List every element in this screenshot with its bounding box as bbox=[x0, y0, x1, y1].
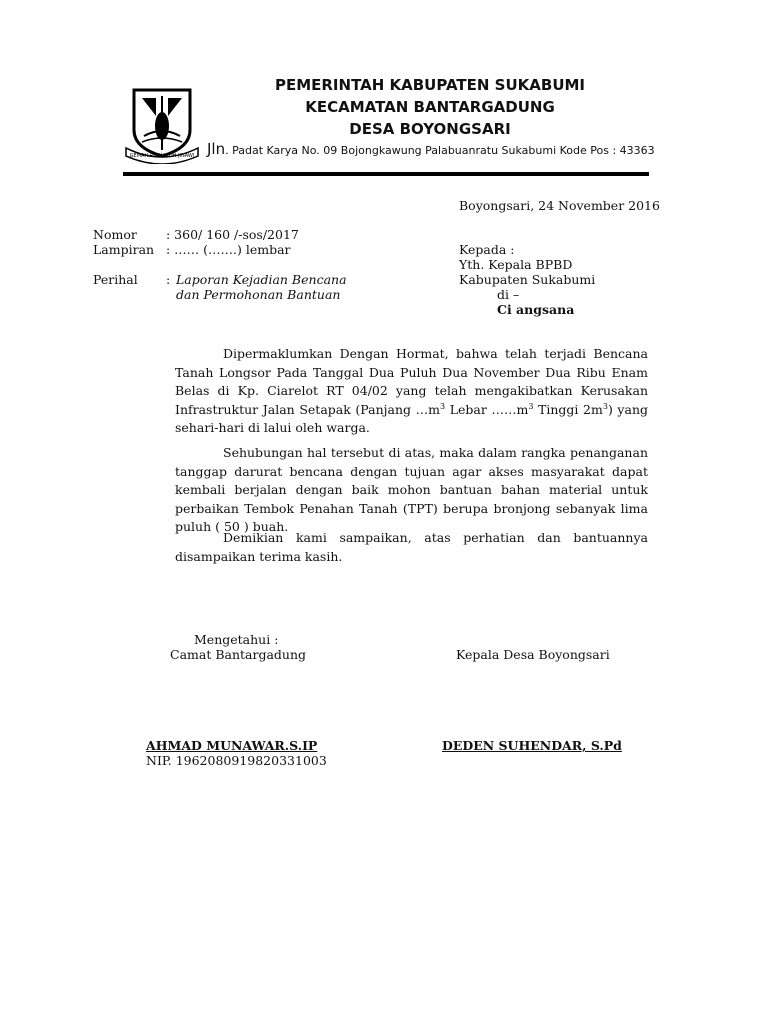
nomor-label: Nomor bbox=[93, 227, 137, 242]
letterhead-address bbox=[207, 140, 655, 158]
letterhead-line-2: KECAMATAN BANTARGADUNG bbox=[305, 98, 555, 116]
p2-text: Sehubungan hal tersebut di atas, maka dalam rangka penanganan tanggap darurat bencana dengan tujuan agar akses masyarakat dapat kembali berjalan dengan baik mohon bantuan bahan material untuk perbaikan Tembok Penahan Tanah (TPT) berupa bronjong sebanyak lima puluh ( 50 ) buah. bbox=[175, 445, 648, 534]
regency-logo bbox=[122, 86, 202, 164]
sig-left-nip: NIP. 1962080919820331003 bbox=[146, 753, 327, 768]
recipient-kabupaten: Kabupaten Sukabumi bbox=[459, 272, 596, 287]
sup-3: 3 bbox=[602, 401, 608, 411]
sup-1: 3 bbox=[440, 401, 446, 411]
date-line: Boyongsari, 24 November 2016 bbox=[459, 198, 660, 213]
p3-text: Demikian kami sampaikan, atas perhatian dan bantuannya disampaikan terima kasih. bbox=[175, 530, 648, 564]
sig-left-line-1: Mengetahui : bbox=[194, 632, 279, 647]
p1-part-b: Lebar ……m bbox=[445, 401, 529, 417]
lampiran-value: : …… (…….) lembar bbox=[166, 242, 291, 257]
address-text: . Padat Karya No. 09 Bojongkawung Palabuanratu Sukabumi Kode Pos : 43363 bbox=[225, 144, 655, 157]
sig-right-name: DEDEN SUHENDAR, S.Pd bbox=[442, 738, 622, 753]
sig-left-name: AHMAD MUNAWAR.S.IP bbox=[146, 738, 318, 753]
perihal-label: Perihal bbox=[93, 272, 138, 287]
sup-2: 3 bbox=[528, 401, 534, 411]
sig-right-title: Kepala Desa Boyongsari bbox=[456, 647, 610, 662]
letterhead-divider bbox=[123, 172, 649, 176]
perihal-line-1: Laporan Kejadian Bencana bbox=[176, 272, 347, 287]
paragraph-2 bbox=[175, 444, 648, 537]
p1-part-d: ) yang sehari-hari di lalui oleh warga. bbox=[175, 401, 648, 435]
p1-part-a: Dipermaklumkan Dengan Hormat, bahwa telah terjadi Bencana Tanah Longsor Pada Tanggal Dua Puluh Dua November Dua Ribu Enam Belas di Kp. Ciarelot RT 04/02 yang telah mengakibatkan Kerusakan Infrastruktur Jalan Setapak (Panjang …m bbox=[175, 346, 648, 417]
perihal-colon: : bbox=[166, 272, 171, 287]
recipient-kepada: Kepada : bbox=[459, 242, 515, 257]
paragraph-1 bbox=[175, 345, 648, 438]
perihal-line-2: dan Permohonan Bantuan bbox=[176, 287, 341, 302]
svg-text:GEMAH RIPAH LOH JINAWI: GEMAH RIPAH LOH JINAWI bbox=[129, 153, 195, 159]
lampiran-label: Lampiran bbox=[93, 242, 155, 257]
recipient-yth: Yth. Kepala BPBD bbox=[459, 257, 573, 272]
letterhead-line-1: PEMERINTAH KABUPATEN SUKABUMI bbox=[274, 76, 586, 94]
p1-part-c: Tinggi 2m bbox=[533, 401, 603, 417]
recipient-di: di – bbox=[497, 287, 520, 302]
address-prefix: Jln bbox=[207, 140, 226, 158]
paragraph-3 bbox=[175, 529, 648, 566]
nomor-value: : 360/ 160 /-sos/2017 bbox=[166, 227, 299, 242]
sig-left-line-2: Camat Bantargadung bbox=[170, 647, 307, 662]
letterhead-line-3: DESA BOYONGSARI bbox=[349, 120, 511, 138]
recipient-place: Ci angsana bbox=[497, 302, 575, 317]
